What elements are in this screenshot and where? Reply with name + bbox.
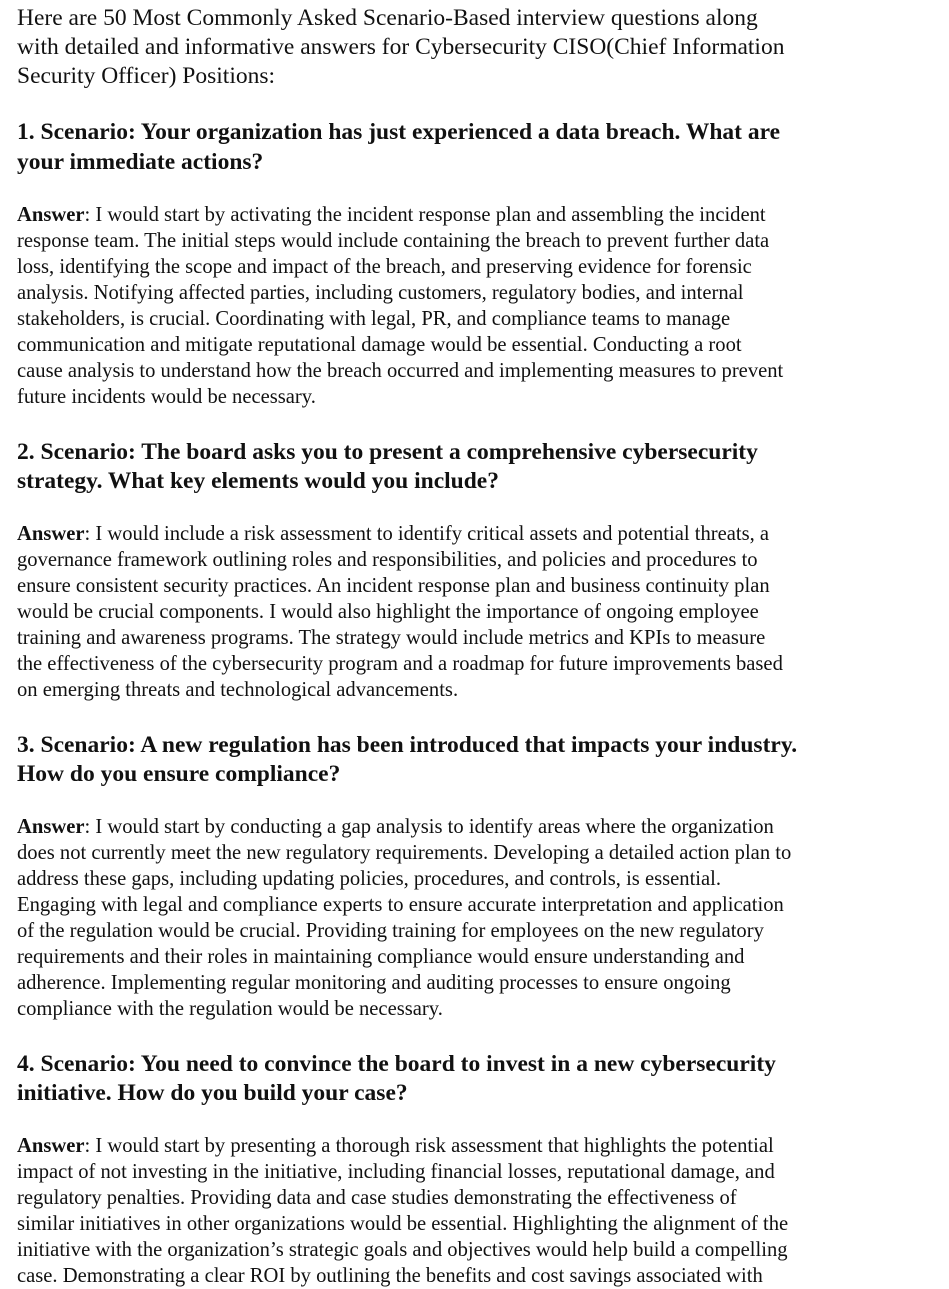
answer-line: response team. The initial steps would include containing the breach to prevent further data <box>17 230 770 252</box>
answer-line: on emerging threats and technological advancements. <box>17 679 459 701</box>
answer-line: training and awareness programs. The strategy would include metrics and KPIs to measure <box>17 627 766 649</box>
answer-text: : I would start by conducting a gap analysis to identify areas where the organization <box>84 816 774 838</box>
answer-line: analysis. Notifying affected parties, including customers, regulatory bodies, and internal <box>17 282 744 304</box>
intro-line: Here are 50 Most Commonly Asked Scenario-Based interview questions along <box>17 5 758 31</box>
answer-line: address these gaps, including updating policies, procedures, and controls, is essential. <box>17 868 722 890</box>
question-heading: 2. Scenario: The board asks you to present a comprehensive cybersecurity <box>17 439 758 465</box>
answer-line: ensure consistent security practices. An incident response plan and business continuity plan <box>17 575 770 597</box>
answer-line: future incidents would be necessary. <box>17 386 316 408</box>
intro-line: with detailed and informative answers for Cybersecurity CISO(Chief Information <box>17 34 785 60</box>
answer-line: stakeholders, is crucial. Coordinating with legal, PR, and compliance teams to manage <box>17 308 731 330</box>
answer-line <box>17 202 766 228</box>
answer-line: loss, identifying the scope and impact of the breach, and preserving evidence for forensic <box>17 256 752 278</box>
question-heading: 3. Scenario: A new regulation has been introduced that impacts your industry. <box>17 732 798 758</box>
answer-line: initiative with the organization’s strategic goals and objectives would help build a compelling <box>17 1239 788 1261</box>
answer-line: impact of not investing in the initiative, including financial losses, reputational damage, and <box>17 1161 775 1183</box>
answer-line: adherence. Implementing regular monitoring and auditing processes to ensure ongoing <box>17 972 731 994</box>
answer-line: would be crucial components. I would also highlight the importance of ongoing employee <box>17 601 759 623</box>
answer-line <box>17 814 774 840</box>
answer-text: : I would start by activating the incident response plan and assembling the incident <box>84 204 766 226</box>
answer-line: governance framework outlining roles and responsibilities, and policies and procedures to <box>17 549 758 571</box>
answer-line <box>17 1133 774 1159</box>
answer-line: similar initiatives in other organizations would be essential. Highlighting the alignment of the <box>17 1213 789 1235</box>
answer-text: : I would include a risk assessment to identify critical assets and potential threats, a <box>84 523 770 545</box>
answer-line: the effectiveness of the cybersecurity program and a roadmap for future improvements based <box>17 653 783 675</box>
question-heading: initiative. How do you build your case? <box>17 1080 408 1106</box>
answer-line: case. Demonstrating a clear ROI by outlining the benefits and cost savings associated with <box>17 1265 763 1287</box>
answer-label: Answer <box>17 523 85 545</box>
intro-line: Security Officer) Positions: <box>17 63 276 89</box>
answer-line: communication and mitigate reputational damage would be essential. Conducting a root <box>17 334 742 356</box>
question-heading: your immediate actions? <box>17 149 264 175</box>
answer-line: compliance with the regulation would be necessary. <box>17 998 443 1020</box>
question-heading: 4. Scenario: You need to convince the board to invest in a new cybersecurity <box>17 1051 776 1077</box>
answer-line: cause analysis to understand how the breach occurred and implementing measures to prevent <box>17 360 784 382</box>
answer-line: regulatory penalties. Providing data and case studies demonstrating the effectiveness of <box>17 1187 737 1209</box>
answer-label: Answer <box>17 204 85 226</box>
question-heading: How do you ensure compliance? <box>17 761 341 787</box>
answer-line: does not currently meet the new regulatory requirements. Developing a detailed action plan to <box>17 842 792 864</box>
answer-label: Answer <box>17 1135 85 1157</box>
answer-line: of the regulation would be crucial. Providing training for employees on the new regulatory <box>17 920 764 942</box>
answer-line: requirements and their roles in maintaining compliance would ensure understanding and <box>17 946 745 968</box>
question-heading: strategy. What key elements would you include? <box>17 468 499 494</box>
answer-line: Engaging with legal and compliance experts to ensure accurate interpretation and application <box>17 894 784 916</box>
answer-text: : I would start by presenting a thorough risk assessment that highlights the potential <box>84 1135 774 1157</box>
answer-line <box>17 521 769 547</box>
answer-label: Answer <box>17 816 85 838</box>
question-heading: 1. Scenario: Your organization has just experienced a data breach. What are <box>17 119 781 145</box>
